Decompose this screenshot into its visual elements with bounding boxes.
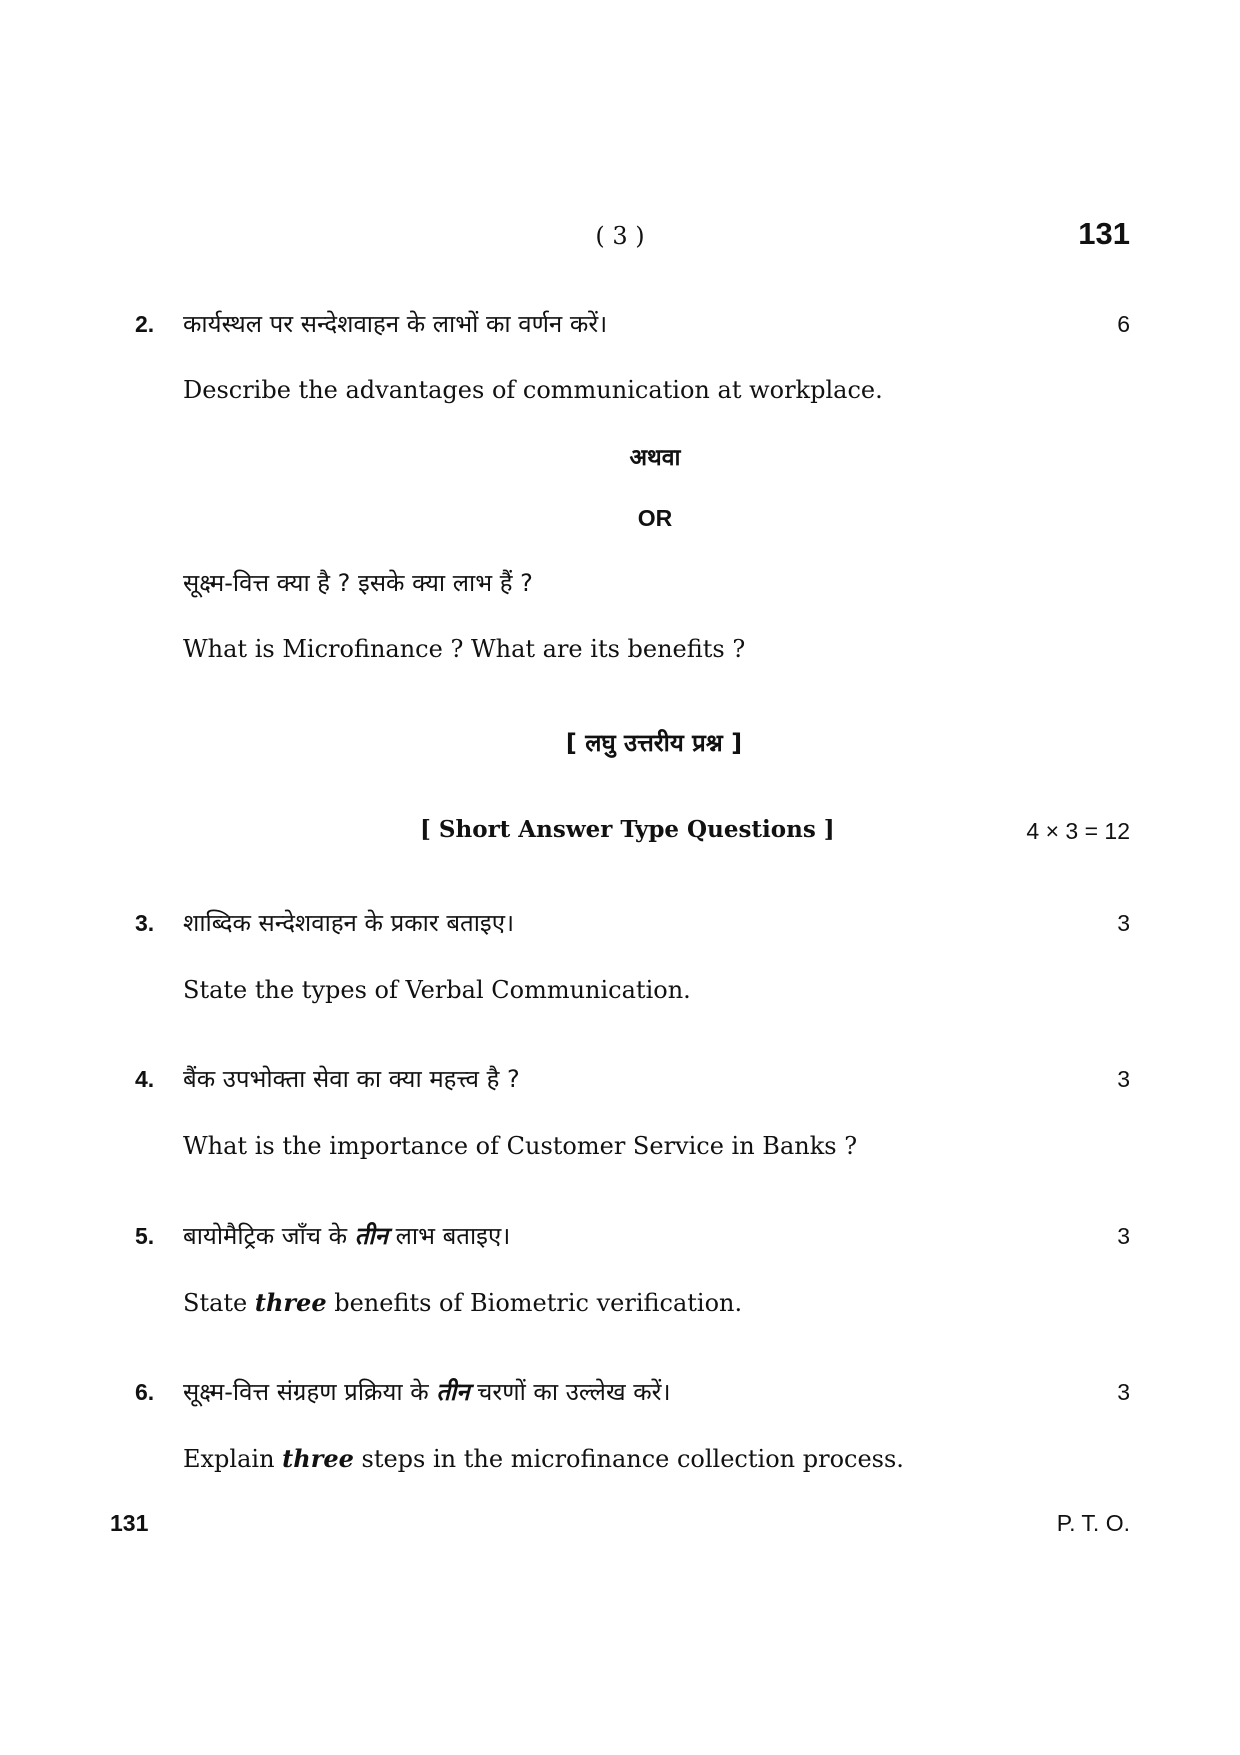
question-2-hindi: कार्यस्थल पर सन्देशवाहन के लाभों का वर्णन करें। (183, 310, 608, 338)
question-3-english: State the types of Verbal Communication. (183, 976, 691, 1004)
question-3-hindi: शाब्दिक सन्देशवाहन के प्रकार बताइए। (183, 909, 515, 937)
question-5-hindi-part: बायोमैट्रिक जाँच के (183, 1222, 355, 1250)
question-4-hindi: बैंक उपभोक्ता सेवा का क्या महत्त्व है ? (183, 1065, 520, 1093)
question-number-6: 6. (135, 1379, 155, 1405)
question-number-2: 2. (135, 311, 155, 337)
question-6-hindi-part: सूक्ष्म-वित्त संग्रहण प्रक्रिया के (183, 1378, 437, 1406)
or-english: OR (637, 505, 673, 531)
section-title-english: [ Short Answer Type Questions ] (420, 816, 835, 843)
question-6-hindi-part: चरणों का उल्लेख करें। (469, 1378, 671, 1406)
question-number-5: 5. (135, 1223, 155, 1249)
question-5-english-part: State (183, 1289, 255, 1317)
question-6-english (183, 1444, 904, 1473)
question-2-alt-english: What is Microfinance ? What are its benefits ? (183, 635, 746, 663)
question-5-marks: 3 (1117, 1223, 1130, 1249)
question-6-marks: 3 (1117, 1379, 1130, 1405)
question-5-hindi-emphasis: तीन (354, 1222, 388, 1250)
question-number-3: 3. (135, 910, 155, 936)
question-6-english-part: Explain (183, 1445, 283, 1473)
section-marks: 4 × 3 = 12 (1026, 818, 1130, 844)
question-6-english-part: steps in the microfinance collection process. (353, 1445, 904, 1473)
question-6-hindi-emphasis: तीन (436, 1378, 470, 1406)
pto-label: P. T. O. (1056, 1510, 1130, 1536)
question-3-marks: 3 (1117, 910, 1130, 936)
section-title-hindi: [ लघु उत्तरीय प्रश्न ] (565, 729, 743, 757)
question-4-english: What is the importance of Customer Service in Banks ? (183, 1132, 858, 1160)
page-number: ( 3 ) (595, 222, 645, 250)
question-5-hindi-part: लाभ बताइए। (387, 1222, 511, 1250)
question-4-marks: 3 (1117, 1066, 1130, 1092)
paper-code-footer: 131 (110, 1510, 149, 1536)
question-2-alt-hindi: सूक्ष्म-वित्त क्या है ? इसके क्या लाभ हैं ? (183, 569, 533, 597)
or-hindi: अथवा (629, 445, 681, 471)
question-6-english-emphasis: three (282, 1444, 354, 1473)
paper-code-header: 131 (1078, 216, 1130, 251)
question-6-hindi (183, 1375, 671, 1408)
question-5-english-part: benefits of Biometric verification. (326, 1289, 743, 1317)
question-2-english: Describe the advantages of communication at workplace. (183, 376, 883, 404)
question-2-marks: 6 (1117, 311, 1130, 337)
question-5-hindi (183, 1219, 510, 1252)
question-number-4: 4. (135, 1066, 155, 1092)
question-5-english (183, 1288, 742, 1317)
question-5-english-emphasis: three (254, 1288, 327, 1317)
